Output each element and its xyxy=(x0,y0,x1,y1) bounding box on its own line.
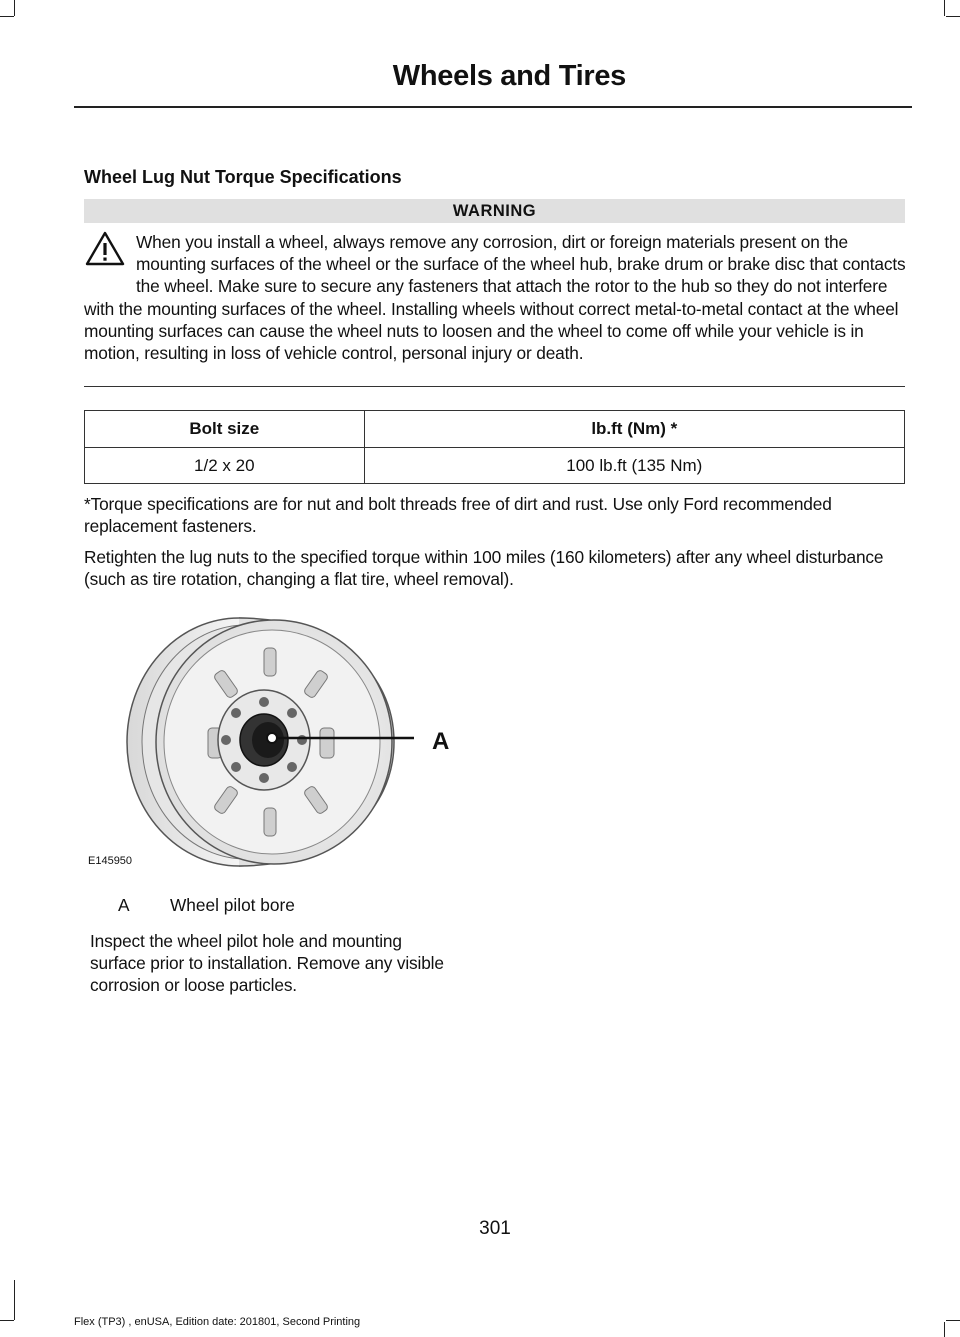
table-header-cell: lb.ft (Nm) * xyxy=(364,411,904,448)
crop-mark xyxy=(14,1280,15,1320)
warning-rule xyxy=(84,386,905,387)
crop-mark xyxy=(0,16,14,17)
inspect-instruction: Inspect the wheel pilot hole and mounting surface prior to installation. Remove any visible corrosion or loose particles. xyxy=(90,931,444,996)
figure-id: E145950 xyxy=(88,855,133,867)
page-footer: Flex (TP3) , enUSA, Edition date: 201801, Second Printing xyxy=(74,1316,361,1328)
crop-mark xyxy=(944,1322,945,1337)
legend-key: A xyxy=(118,895,130,915)
page-header-title: Wheels and Tires xyxy=(392,60,626,92)
retighten-note: Retighten the lug nuts to the specified torque within 100 miles (160 kilometers) after any wheel disturbance (such as tire rotation, changing a flat tire, wheel removal). xyxy=(84,547,884,590)
torque-note: *Torque specifications are for nut and bolt threads free of dirt and rust. Use only Ford recommended replacement fasteners. xyxy=(84,494,832,537)
section-title: Wheel Lug Nut Torque Specifications xyxy=(84,167,402,187)
table-cell: 1/2 x 20 xyxy=(85,448,365,484)
warning-text: When you install a wheel, always remove any corrosion, dirt or foreign materials present on the mounting surfaces of the wheel or the surface of the wheel hub, brake drum or brake disc that contacts the wheel. Make sure to secure any fasteners that attach the rotor to the hub so they do not interfere with the mounting surfaces of the wheel. Installing wheels without correct metal-to-metal contact at the wheel mounting surfaces can cause the wheel nuts to loosen and the wheel to come off while your vehicle is in motion, resulting in loss of vehicle control, personal injury or death. xyxy=(84,232,906,364)
legend-description: Wheel pilot bore xyxy=(170,895,295,915)
crop-mark xyxy=(946,16,960,17)
crop-mark xyxy=(944,0,945,16)
crop-mark xyxy=(14,0,15,16)
page-number: 301 xyxy=(479,1218,511,1239)
crop-mark xyxy=(946,1320,960,1321)
warning-label: WARNING xyxy=(84,199,905,223)
table-header-cell: Bolt size xyxy=(85,411,365,448)
wheel-illustration xyxy=(84,612,464,872)
table-row xyxy=(85,448,905,484)
crop-mark xyxy=(0,1320,14,1321)
header-rule xyxy=(74,106,912,108)
callout-label: A xyxy=(432,728,450,755)
torque-spec-table xyxy=(84,410,905,484)
table-cell: 100 lb.ft (135 Nm) xyxy=(364,448,904,484)
table-header-row xyxy=(85,411,905,448)
